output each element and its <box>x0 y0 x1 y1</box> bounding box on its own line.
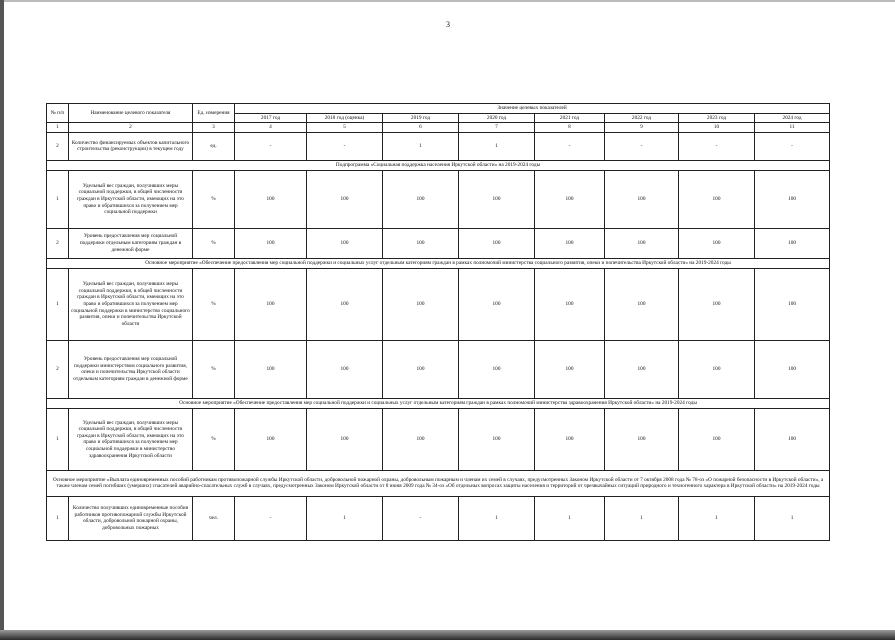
indicator-name: Удельный вес граждан, получивших меры социальной поддержки, в общей численности граждан в Иркутской области, имеющих на это право и обратившихся за получением мер социальной поддержки в министерство социального развития, опеки и попечительства Иркутской области <box>69 268 193 340</box>
header-year: 2018 год (оценка) <box>307 113 383 123</box>
table-row <box>47 228 830 258</box>
indicator-value: 1 <box>755 496 830 540</box>
indicator-value: 100 <box>535 408 605 470</box>
column-index: 7 <box>459 123 535 133</box>
header-num: № п/п <box>47 104 69 123</box>
column-index: 11 <box>755 123 830 133</box>
table-row <box>47 170 830 228</box>
indicator-value: - <box>235 496 307 540</box>
indicator-value: - <box>235 132 307 160</box>
indicator-value: 100 <box>605 340 679 398</box>
indicator-name: Уровень предоставления мер социальной поддержки министерством социального развития, опеки и попечительства Иркутской области отдельным категориям граждан в денежной форме <box>69 340 193 398</box>
indicator-value: 100 <box>605 170 679 228</box>
header-name: Наименование целевого показателя <box>69 104 193 123</box>
indicator-value: 100 <box>535 228 605 258</box>
indicator-value: 100 <box>235 170 307 228</box>
indicator-value: - <box>679 132 755 160</box>
indicator-value: 100 <box>459 228 535 258</box>
section-health-ministry-title: Основное мероприятие «Обеспечение предоставления мер социальной поддержки и социальных услуг отдельным категориям граждан в рамках полномочий министерства здравоохранения Иркутской области» на 2019-2024 годы <box>47 398 830 408</box>
row-num: 2 <box>47 132 69 160</box>
header-year: 2017 год <box>235 113 307 123</box>
scan-bottom-edge <box>0 630 895 640</box>
indicator-value: 100 <box>459 170 535 228</box>
table-row <box>47 340 830 398</box>
indicator-value: 100 <box>679 170 755 228</box>
header-unit: Ед. измерения <box>193 104 235 123</box>
row-num: 2 <box>47 340 69 398</box>
indicator-value: 100 <box>605 268 679 340</box>
row-num: 1 <box>47 496 69 540</box>
column-index: 4 <box>235 123 307 133</box>
indicator-value: - <box>383 496 459 540</box>
header-year: 2020 год <box>459 113 535 123</box>
indicator-value: 100 <box>755 228 830 258</box>
indicator-value: 1 <box>605 496 679 540</box>
indicator-value: 100 <box>307 228 383 258</box>
section-row <box>47 470 830 496</box>
row-num: 1 <box>47 408 69 470</box>
scan-top-edge <box>0 0 895 2</box>
table-row <box>47 408 830 470</box>
section-fire-title: Основное мероприятие «Выплата единовременных пособий работникам противопожарной службы Иркутской области, добровольной пожарной охраны, добровольным пожарным и членам их семей в случаях, предусмотренных Законом Иркутской области от 7 октября 2008 года № 78-оз «О пожарной безопасности в Иркутской области», а также членам семей погибших (умерших) спасателей аварийно-спасательных служб в случаях, предусмотренных Законом Иркутской области от 8 июня 2009 года № 34-оз «Об отдельных вопросах защиты населения и территорий от чрезвычайных ситуаций природного и техногенного характера в Иркутской области» на 2019-2024 годы <box>47 470 830 496</box>
indicator-value: 100 <box>235 340 307 398</box>
indicator-value: 100 <box>459 340 535 398</box>
indicator-unit: ед. <box>193 132 235 160</box>
indicator-name: Количество получивших единовременные пособия работников противопожарной службы Иркутской области, добровольной пожарной охраны, добровольных пожарных <box>69 496 193 540</box>
indicator-value: 100 <box>383 268 459 340</box>
section-row <box>47 258 830 268</box>
indicator-value: 100 <box>679 340 755 398</box>
indicator-value: 100 <box>235 228 307 258</box>
indicator-value: 100 <box>535 340 605 398</box>
indicator-value: - <box>755 132 830 160</box>
indicator-value: 100 <box>235 268 307 340</box>
column-index: 9 <box>605 123 679 133</box>
column-index: 10 <box>679 123 755 133</box>
indicator-value: 100 <box>755 340 830 398</box>
indicator-value: 100 <box>755 170 830 228</box>
indicator-value: 100 <box>679 408 755 470</box>
column-index: 5 <box>307 123 383 133</box>
header-year: 2024 год <box>755 113 830 123</box>
indicator-value: 100 <box>383 170 459 228</box>
indicator-unit: % <box>193 228 235 258</box>
page-number: 3 <box>446 20 450 29</box>
row-num: 1 <box>47 268 69 340</box>
indicator-value: 1 <box>535 496 605 540</box>
indicator-value: 100 <box>679 268 755 340</box>
indicator-value: 1 <box>459 132 535 160</box>
indicator-name: Количество финансируемых объектов капитального строительства (реконструкции) в текущем году <box>69 132 193 160</box>
row-num: 2 <box>47 228 69 258</box>
row-num: 1 <box>47 170 69 228</box>
header-year: 2022 год <box>605 113 679 123</box>
targets-table <box>46 103 830 541</box>
indicator-value: 100 <box>459 268 535 340</box>
indicator-value: 100 <box>755 268 830 340</box>
indicator-value: 100 <box>605 408 679 470</box>
indicator-unit: % <box>193 340 235 398</box>
indicator-unit: чел. <box>193 496 235 540</box>
section-row <box>47 160 830 170</box>
indicator-unit: % <box>193 408 235 470</box>
column-index: 1 <box>47 123 69 133</box>
column-index: 2 <box>69 123 193 133</box>
indicator-value: 100 <box>535 268 605 340</box>
indicator-name: Удельный вес граждан, получивших меры социальной поддержки, в общей численности граждан в Иркутской области, имеющих на это право и обратившихся за получением мер социальной поддержки <box>69 170 193 228</box>
section-subprogram-title: Подпрограмма «Социальная поддержка населения Иркутской области» на 2019-2024 годы <box>47 160 830 170</box>
indicator-value: 100 <box>383 340 459 398</box>
table-row <box>47 132 830 160</box>
indicator-value: 100 <box>307 340 383 398</box>
section-row <box>47 398 830 408</box>
indicator-value: 100 <box>383 408 459 470</box>
column-index: 3 <box>193 123 235 133</box>
table-row <box>47 496 830 540</box>
indicator-value: 100 <box>605 228 679 258</box>
indicator-value: 100 <box>235 408 307 470</box>
indicator-value: - <box>307 132 383 160</box>
column-index-row <box>47 123 830 133</box>
indicator-value: 100 <box>535 170 605 228</box>
indicator-unit: % <box>193 268 235 340</box>
indicator-value: 100 <box>307 268 383 340</box>
indicator-value: 100 <box>307 408 383 470</box>
indicator-value: 100 <box>383 228 459 258</box>
header-row-top <box>47 104 830 114</box>
indicator-value: - <box>535 132 605 160</box>
indicator-name: Уровень предоставления мер социальной поддержки отдельным категориям граждан в денежной форме <box>69 228 193 258</box>
indicator-value: 1 <box>383 132 459 160</box>
indicator-value: 1 <box>307 496 383 540</box>
table-row <box>47 268 830 340</box>
column-index: 8 <box>535 123 605 133</box>
indicator-value: 100 <box>307 170 383 228</box>
indicator-value: - <box>605 132 679 160</box>
indicator-value: 100 <box>459 408 535 470</box>
indicator-value: 100 <box>755 408 830 470</box>
indicator-unit: % <box>193 170 235 228</box>
indicator-value: 1 <box>459 496 535 540</box>
column-index: 6 <box>383 123 459 133</box>
indicator-value: 1 <box>679 496 755 540</box>
header-year: 2021 год <box>535 113 605 123</box>
header-year: 2019 год <box>383 113 459 123</box>
header-values: Значение целевых показателей <box>235 104 830 114</box>
header-year: 2023 год <box>679 113 755 123</box>
indicator-value: 100 <box>679 228 755 258</box>
indicator-name: Удельный вес граждан, получивших меры социальной поддержки, в общей численности граждан в Иркутской области, имеющих на это право и обратившихся за получением мер социальной поддержки в министерство здравоохранения Иркутской области <box>69 408 193 470</box>
section-social-ministry-title: Основное мероприятие «Обеспечение предоставления мер социальной поддержки и социальных услуг отдельным категориям граждан в рамках полномочий министерства социального развития, опеки и попечительства Иркутской области» на 2019-2024 годы <box>47 258 830 268</box>
scan-left-edge <box>0 0 4 640</box>
